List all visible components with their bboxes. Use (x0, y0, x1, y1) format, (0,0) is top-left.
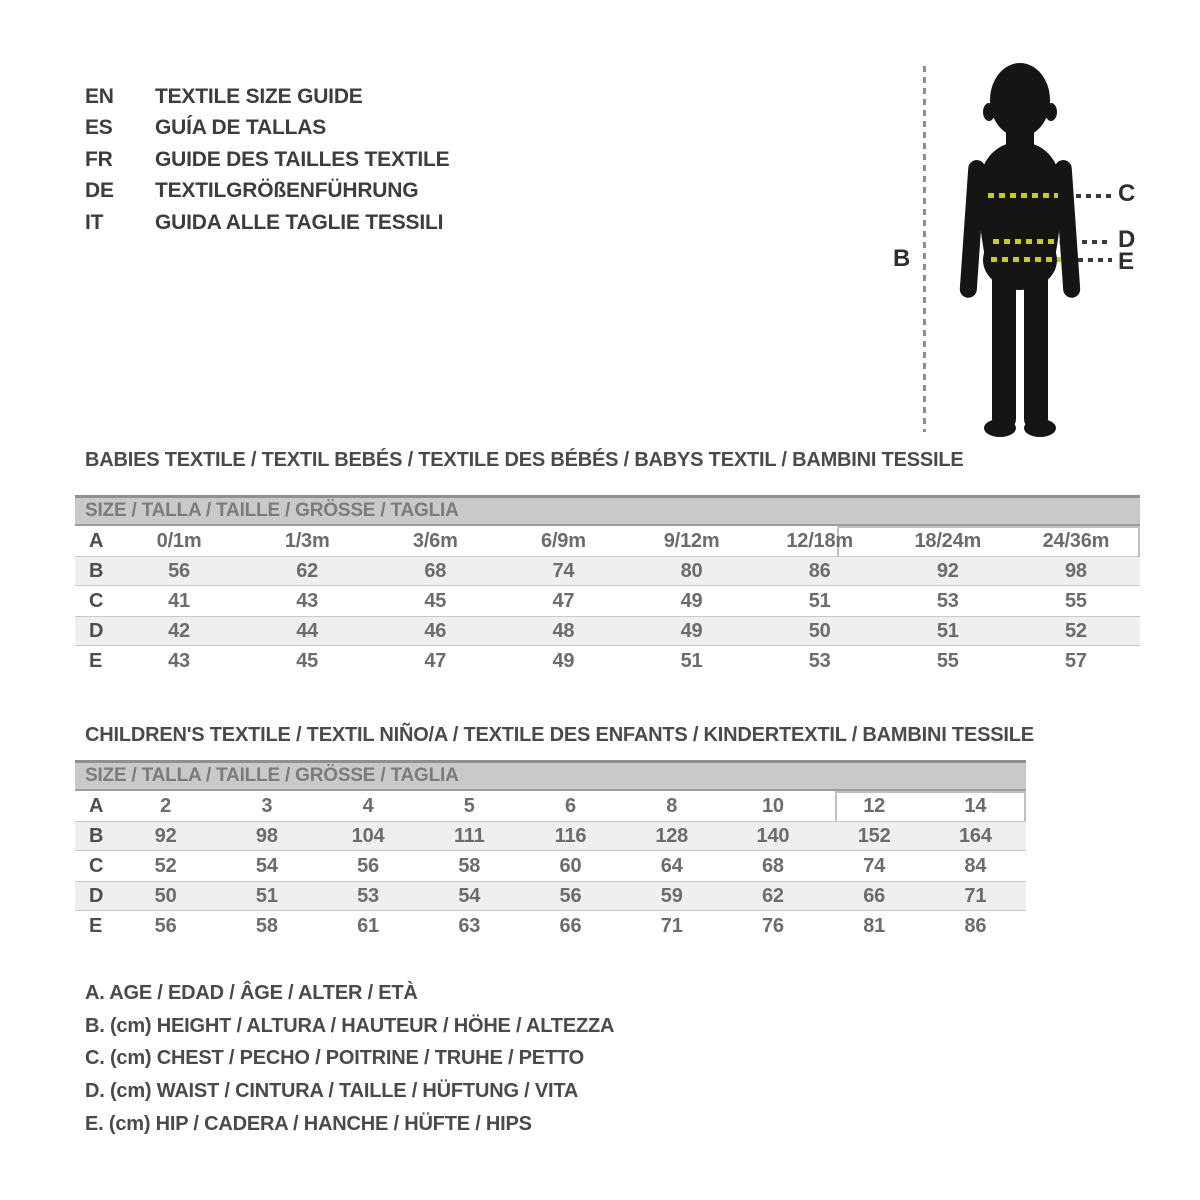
size-value: 56 (357, 854, 379, 877)
size-value: 10 (761, 794, 784, 817)
language-code: ES (85, 116, 113, 140)
size-value: 6/9m (541, 529, 586, 552)
size-value: 46 (424, 619, 447, 642)
size-value: 54 (458, 884, 481, 907)
babies-size-table (75, 495, 1140, 676)
size-value: 152 (857, 824, 891, 847)
size-value: 55 (936, 649, 959, 672)
size-value: 8 (666, 794, 678, 817)
language-title: TEXTILE SIZE GUIDE (155, 84, 363, 108)
size-value: 43 (168, 649, 190, 672)
measurement-legend (85, 977, 614, 1141)
size-value: 62 (761, 884, 784, 907)
size-value: 84 (964, 854, 987, 877)
size-value: 45 (296, 649, 319, 672)
size-value: 51 (255, 884, 278, 907)
size-value: 104 (351, 824, 385, 847)
language-title: GUÍA DE TALLAS (155, 116, 327, 140)
size-value: 53 (936, 589, 959, 612)
size-value: 58 (255, 914, 278, 937)
language-code: IT (85, 210, 104, 234)
child-silhouette-icon (950, 62, 1090, 442)
language-list (85, 81, 449, 239)
size-header-bar: SIZE / TALLA / TAILLE / GRÖSSE / TAGLIA (75, 763, 1026, 791)
size-value: 12 (863, 794, 886, 817)
legend-line: A. AGE / EDAD / ÂGE / ALTER / ETÀ (85, 981, 418, 1004)
size-value: 56 (559, 884, 582, 907)
size-value: 24/36m (1042, 529, 1110, 552)
legend-line: C. (cm) CHEST / PECHO / POITRINE / TRUHE / PETTO (85, 1047, 584, 1070)
size-value: 45 (424, 589, 447, 612)
size-value: 58 (458, 854, 481, 877)
babies-section-title: BABIES TEXTILE / TEXTIL BEBÉS / TEXTILE DES BÉBÉS / BABYS TEXTIL / BAMBINI TESSILE (85, 449, 964, 471)
size-value: 52 (1065, 619, 1087, 642)
size-value: 49 (552, 649, 575, 672)
language-row (85, 207, 449, 239)
language-title: GUIDA ALLE TAGLIE TESSILI (155, 210, 444, 234)
size-value: 3/6m (412, 529, 458, 552)
table-row-A (75, 526, 1140, 556)
row-label: E (89, 914, 103, 937)
height-dotted-line (923, 66, 926, 432)
row-label: D (89, 619, 104, 642)
size-value: 60 (559, 854, 582, 877)
size-value: 0/1m (156, 529, 202, 552)
size-value: 111 (453, 824, 485, 847)
size-value: 64 (660, 854, 683, 877)
size-value: 98 (255, 824, 278, 847)
language-title: GUIDE DES TAILLES TEXTILE (155, 147, 450, 171)
size-value: 5 (463, 794, 475, 817)
hip-measure-dashes (991, 257, 1061, 262)
size-value: 86 (964, 914, 987, 937)
size-value: 71 (964, 884, 987, 907)
table-row-E (75, 646, 1140, 676)
size-value: 6 (565, 794, 576, 817)
size-value: 63 (458, 914, 481, 937)
language-row (85, 176, 449, 208)
size-value: 68 (761, 854, 784, 877)
language-row (85, 113, 449, 145)
size-value: 43 (296, 589, 319, 612)
size-value: 44 (296, 619, 319, 642)
size-value: 62 (296, 559, 319, 582)
size-value: 74 (552, 559, 575, 582)
waist-label: D (1118, 226, 1136, 253)
row-label: D (89, 884, 104, 907)
language-code: DE (85, 179, 114, 203)
size-value: 51 (936, 619, 959, 642)
legend-line: E. (cm) HIP / CADERA / HANCHE / HÜFTE / HIPS (85, 1113, 532, 1136)
row-label: B (89, 824, 104, 847)
size-value: 54 (255, 854, 278, 877)
language-title: TEXTILGRÖßENFÜHRUNG (155, 179, 419, 203)
row-label: C (89, 589, 104, 612)
size-value: 59 (660, 884, 683, 907)
size-value: 81 (863, 914, 886, 937)
waist-measure-dashes (993, 239, 1060, 244)
row-label: A (89, 529, 104, 552)
table-row-E (75, 911, 1026, 941)
size-value: 2 (160, 794, 172, 817)
children-table-rows (75, 791, 1026, 941)
size-value: 42 (168, 619, 190, 642)
size-value: 76 (761, 914, 784, 937)
row-label: A (89, 794, 104, 817)
chest-measure-dashes (988, 193, 1058, 198)
size-value: 61 (357, 914, 379, 937)
size-value: 47 (552, 589, 575, 612)
size-value: 55 (1065, 589, 1087, 612)
size-value: 48 (552, 619, 575, 642)
size-value: 41 (168, 589, 190, 612)
row-label: E (89, 649, 103, 672)
size-value: 18/24m (914, 529, 982, 552)
size-value: 56 (154, 914, 177, 937)
size-value: 50 (154, 884, 177, 907)
chest-label: C (1118, 180, 1136, 207)
language-code: FR (85, 147, 113, 171)
size-value: 53 (357, 884, 379, 907)
language-row (85, 144, 449, 176)
children-section-title: CHILDREN'S TEXTILE / TEXTIL NIÑO/A / TEXTILE DES ENFANTS / KINDERTEXTIL / BAMBINI TESSILE (85, 724, 1034, 746)
table-row-B (75, 556, 1140, 586)
size-value: 51 (680, 649, 703, 672)
size-value: 9/12m (663, 529, 720, 552)
size-value: 164 (958, 824, 992, 847)
size-value: 116 (554, 824, 587, 847)
size-value: 140 (756, 824, 790, 847)
table-row-C (75, 851, 1026, 881)
chest-pointer-dots (1076, 194, 1112, 198)
size-value: 66 (863, 884, 886, 907)
size-value: 1/3m (284, 529, 330, 552)
size-value: 53 (808, 649, 831, 672)
table-row-D (75, 616, 1140, 646)
size-value: 68 (424, 559, 447, 582)
size-value: 3 (261, 794, 273, 817)
size-value: 56 (168, 559, 190, 582)
language-row (85, 81, 449, 113)
size-value: 52 (154, 854, 177, 877)
size-value: 49 (680, 589, 703, 612)
hip-pointer-dots (1078, 258, 1112, 262)
table-row-A (75, 791, 1026, 821)
size-header-bar: SIZE / TALLA / TAILLE / GRÖSSE / TAGLIA (75, 498, 1140, 526)
table-row-C (75, 586, 1140, 616)
size-value: 14 (964, 794, 987, 817)
size-value: 74 (863, 854, 886, 877)
size-value: 49 (680, 619, 703, 642)
size-value: 4 (362, 794, 374, 817)
size-value: 86 (808, 559, 831, 582)
size-value: 71 (660, 914, 683, 937)
row-label: C (89, 854, 104, 877)
height-label: B (893, 245, 911, 272)
size-value: 92 (936, 559, 959, 582)
size-value: 92 (154, 824, 177, 847)
language-code: EN (85, 84, 114, 108)
hip-label: E (1118, 248, 1135, 275)
waist-pointer-dots (1082, 240, 1112, 244)
size-value: 98 (1065, 559, 1087, 582)
babies-table-rows (75, 526, 1140, 676)
size-value: 128 (655, 824, 689, 847)
row-label: B (89, 559, 104, 582)
table-row-B (75, 821, 1026, 851)
children-size-table (75, 760, 1026, 941)
size-value: 50 (808, 619, 831, 642)
table-row-D (75, 881, 1026, 911)
size-value: 51 (808, 589, 831, 612)
legend-line: B. (cm) HEIGHT / ALTURA / HAUTEUR / HÖHE / ALTEZZA (85, 1014, 615, 1037)
size-value: 47 (424, 649, 447, 672)
size-value: 12/18m (786, 529, 853, 552)
size-value: 66 (559, 914, 582, 937)
legend-line: D. (cm) WAIST / CINTURA / TAILLE / HÜFTUNG / VITA (85, 1080, 579, 1103)
size-value: 80 (680, 559, 703, 582)
size-value: 57 (1065, 649, 1087, 672)
